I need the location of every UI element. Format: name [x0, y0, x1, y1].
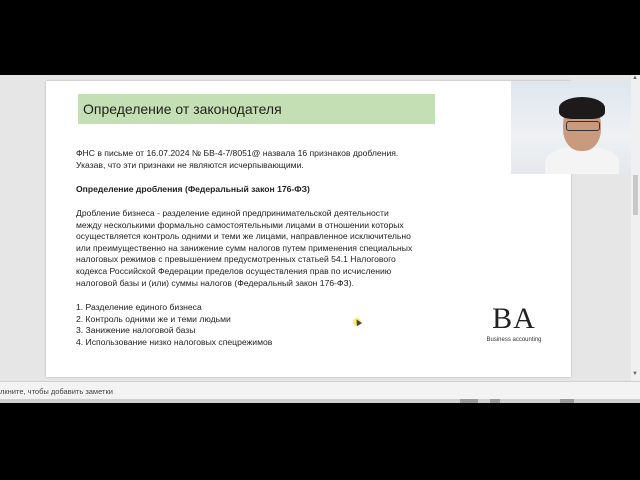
letterbox-bottom: [0, 403, 640, 480]
definition-paragraph: [76, 208, 412, 289]
definition-line: между несколькими формально самостоятельными лицами в отношении которых: [76, 219, 404, 230]
definition-line: Дробление бизнеса - разделение единой предпринимательской деятельности: [76, 208, 389, 218]
intro-line: Указав, что эти признаки не являются исчерпывающими.: [76, 159, 304, 170]
webcam-overlay: [511, 81, 632, 174]
list-item: 1. Разделение единого бизнеса: [76, 302, 202, 312]
definition-line: налоговой базы и (или) суммы налогов (Федеральный закон 176-ФЗ).: [76, 277, 354, 288]
scroll-up-icon[interactable]: ▲: [632, 75, 638, 81]
intro-paragraph: [76, 148, 398, 171]
scroll-down-icon[interactable]: ▼: [632, 371, 638, 377]
notes-placeholder[interactable]: лкните, чтобы добавить заметки: [0, 387, 113, 396]
list-item: 3. Занижение налоговой базы: [76, 325, 196, 336]
letterbox-top: [0, 0, 640, 75]
criteria-list: [76, 302, 272, 348]
logo-subtitle: Business accounting: [486, 337, 542, 343]
slide-title: Определение от законодателя: [83, 101, 282, 117]
cursor-highlight-icon: [353, 318, 361, 326]
presenter-body: [545, 147, 619, 174]
slide-canvas[interactable]: [46, 81, 571, 377]
presenter-glasses: [566, 121, 600, 131]
logo-mark: BA: [492, 302, 536, 335]
definition-line: кодекса Российской Федерации пределов осуществления прав по исчислению: [76, 265, 392, 276]
definition-heading: Определение дробления (Федеральный закон 176-ФЗ): [76, 184, 310, 194]
title-box[interactable]: [78, 94, 435, 124]
list-item: 2. Контроль одними же и теми людьми: [76, 313, 231, 324]
intro-line: ФНС в письме от 16.07.2024 № БВ-4-7/8051@ назвала 16 признаков дробления.: [76, 148, 399, 158]
definition-line: налоговых режимов с превышением предусмотренных статьей 54.1 Налогового: [76, 254, 396, 265]
definition-line: или преимущественно на занижение сумм налогов путем применения специальных: [76, 242, 413, 253]
presentation-editor: [0, 75, 640, 403]
scroll-thumb[interactable]: [633, 175, 638, 215]
definition-line: осуществляется контроль одними и теми же лицами, направленное исключительно: [76, 231, 411, 242]
vertical-scrollbar[interactable]: [631, 75, 640, 381]
list-item: 4. Использование низко налоговых спецрежимов: [76, 336, 273, 347]
company-logo: [474, 303, 554, 353]
presenter-hair: [559, 97, 605, 119]
